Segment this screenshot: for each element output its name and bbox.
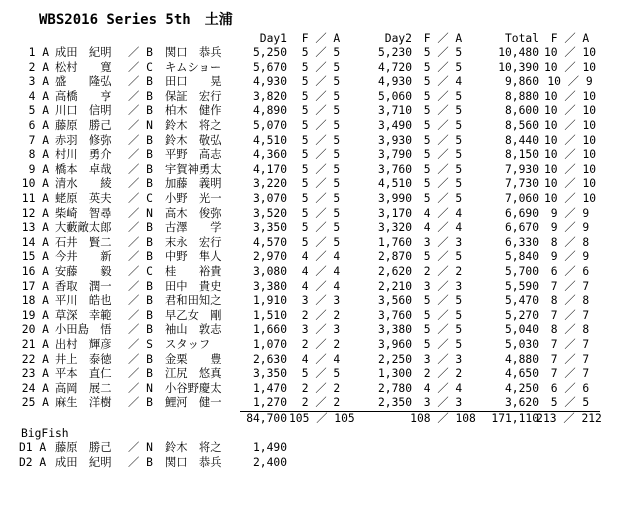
row-20-d2: 3,380 [377,323,412,337]
total-day1: 84,700 [246,412,287,425]
row-24-div: ／ N [128,381,153,395]
row-16-p1: 安藤 毅 [55,265,112,278]
row-24-tot: 4,250 [504,381,539,395]
row-1-d1: 5,250 [252,46,287,59]
row-9-fa3: 10 ／ 10 [543,162,597,176]
row-9-d2: 3,760 [377,162,412,176]
row-18-fa1: 3 ／ 3 [301,294,341,308]
row-20-tot: 5,040 [504,323,539,337]
row-3-fa3: 10 ／ 9 [547,75,593,89]
bigfish-2-weight: 2,400 [252,455,287,469]
row-25-d2: 2,350 [377,396,412,410]
row-14-d1: 4,570 [252,235,287,249]
row-8-d1: 4,360 [252,148,287,162]
row-10-d2: 4,510 [377,177,412,191]
row-8-p2: 平野 高志 [165,148,222,162]
row-13-d2: 3,320 [377,221,412,235]
row-4-tot: 8,880 [504,89,539,103]
row-5-tot: 8,600 [504,104,539,118]
row-11-p1: 蛯原 英夫 [55,192,112,205]
row-9-no: 9 A [28,162,49,176]
row-13-div: ／ B [128,221,153,235]
row-14-p2: 末永 宏行 [165,235,222,249]
row-25-div: ／ B [128,396,153,410]
total-fa2: 108 ／ 108 [410,412,476,425]
row-22-tot: 4,880 [504,352,539,366]
row-17-p1: 香取 潤一 [55,279,112,293]
row-22-fa3: 7 ／ 7 [550,352,590,366]
row-9-div: ／ B [128,162,153,176]
row-22-d2: 2,250 [377,352,412,366]
row-1-p1: 成田 紀明 [55,46,112,59]
row-5-d1: 4,890 [252,104,287,118]
row-8-no: 8 A [28,148,49,162]
row-21-fa2: 5 ／ 5 [423,338,463,351]
row-19-fa1: 2 ／ 2 [301,308,341,322]
row-20-fa2: 5 ／ 5 [423,323,463,337]
row-11-div: ／ C [128,192,153,205]
row-14-no: 14 A [21,235,49,249]
row-23-p2: 江尻 悠真 [165,367,222,381]
row-20-p1: 小田島 悟 [55,323,112,337]
row-10-fa1: 5 ／ 5 [301,177,341,191]
bigfish-2-p1: 成田 紀明 [55,455,112,469]
row-10-fa2: 5 ／ 5 [423,177,463,191]
row-14-fa1: 5 ／ 5 [301,235,341,249]
row-18-p2: 君和田知之 [165,294,222,308]
row-25-tot: 3,620 [504,396,539,410]
row-2-no: 2 A [28,60,49,74]
total-weight: 171,110 [491,412,539,425]
row-11-fa3: 10 ／ 10 [543,192,597,205]
row-21-tot: 5,030 [504,338,539,351]
row-22-fa2: 3 ／ 3 [423,352,463,366]
row-16-fa3: 6 ／ 6 [550,265,590,278]
row-15-div: ／ B [128,250,153,264]
row-21-fa3: 7 ／ 7 [550,338,590,351]
row-22-fa1: 4 ／ 4 [301,352,341,366]
row-5-p2: 柏木 健作 [165,104,222,118]
row-18-p1: 平川 皓也 [55,294,112,308]
row-12-fa2: 4 ／ 4 [423,206,463,220]
bigfish-1-p1: 藤原 勝己 [55,441,112,455]
row-25-fa3: 5 ／ 5 [550,396,590,410]
row-3-tot: 9,860 [504,75,539,89]
row-15-fa1: 4 ／ 4 [301,250,341,264]
row-12-tot: 6,690 [504,206,539,220]
row-5-fa2: 5 ／ 5 [423,104,463,118]
row-6-p1: 藤原 勝己 [55,119,112,132]
row-4-fa3: 10 ／ 10 [543,89,597,103]
row-3-p1: 盛 隆弘 [55,75,112,89]
row-15-tot: 5,840 [504,250,539,264]
row-1-p2: 関口 恭兵 [165,46,222,59]
row-1-no: 1 A [28,46,49,59]
row-17-fa2: 3 ／ 3 [423,279,463,293]
row-12-p2: 高木 俊弥 [165,206,222,220]
row-2-d2: 4,720 [377,60,412,74]
row-17-d2: 2,210 [377,279,412,293]
row-18-div: ／ B [128,294,153,308]
row-13-fa1: 5 ／ 5 [301,221,341,235]
row-7-fa2: 5 ／ 5 [423,133,463,147]
row-8-fa3: 10 ／ 10 [543,148,597,162]
row-6-fa2: 5 ／ 5 [423,119,463,132]
row-15-p2: 中野 隼人 [165,250,222,264]
row-1-fa1: 5 ／ 5 [301,46,341,59]
row-20-p2: 袖山 敦志 [165,323,222,337]
row-12-fa3: 9 ／ 9 [550,206,590,220]
row-10-no: 10 A [21,177,49,191]
row-2-tot: 10,390 [498,60,539,74]
row-15-fa3: 9 ／ 9 [550,250,590,264]
row-15-fa2: 5 ／ 5 [423,250,463,264]
row-2-fa3: 10 ／ 10 [543,60,597,74]
row-1-tot: 10,480 [498,46,539,59]
row-12-div: ／ N [128,206,153,220]
row-13-d1: 3,350 [252,221,287,235]
row-24-d2: 2,780 [377,381,412,395]
row-20-no: 20 A [21,323,49,337]
row-19-p2: 早乙女 剛 [165,308,222,322]
row-7-div: ／ B [128,133,153,147]
row-9-tot: 7,930 [504,162,539,176]
row-19-d1: 1,510 [252,308,287,322]
row-12-d2: 3,170 [377,206,412,220]
row-20-fa1: 3 ／ 3 [301,323,341,337]
row-9-p1: 橋本 卓哉 [55,162,112,176]
row-15-no: 15 A [21,250,49,264]
row-12-p1: 柴崎 智尋 [55,206,112,220]
row-13-p1: 大藪敵太郎 [55,221,112,235]
row-18-tot: 5,470 [504,294,539,308]
row-23-tot: 4,650 [504,367,539,381]
row-21-d1: 1,070 [252,338,287,351]
row-2-fa2: 5 ／ 5 [423,60,463,74]
row-14-fa2: 3 ／ 3 [423,235,463,249]
row-22-no: 22 A [21,352,49,366]
row-23-fa1: 5 ／ 5 [301,367,341,381]
row-24-no: 24 A [21,381,49,395]
total-fa1: 105 ／ 105 [289,412,355,425]
row-25-d1: 1,270 [252,396,287,410]
column-header-total: Total [504,32,539,45]
row-18-fa3: 8 ／ 8 [550,294,590,308]
row-11-fa2: 5 ／ 5 [423,192,463,205]
row-7-d2: 3,930 [377,133,412,147]
row-16-d1: 3,080 [252,265,287,278]
row-1-div: ／ B [128,46,153,59]
row-5-p1: 川口 信明 [55,104,112,118]
row-24-d1: 1,470 [252,381,287,395]
row-1-fa2: 5 ／ 5 [423,46,463,59]
row-14-tot: 6,330 [504,235,539,249]
row-22-d1: 2,630 [252,352,287,366]
row-17-div: ／ B [128,279,153,293]
row-23-no: 23 A [21,367,49,381]
row-10-tot: 7,730 [504,177,539,191]
row-7-no: 7 A [28,133,49,147]
row-16-tot: 5,700 [504,265,539,278]
row-13-p2: 古澤 学 [165,221,222,235]
row-10-p1: 清水 綾 [55,177,112,191]
row-16-div: ／ C [128,265,153,278]
row-2-p2: キムショー [165,60,222,74]
row-21-p1: 出村 輝彦 [55,338,112,351]
row-11-d2: 3,990 [377,192,412,205]
row-6-fa1: 5 ／ 5 [301,119,341,132]
row-13-no: 13 A [21,221,49,235]
row-15-p1: 今井 新 [55,250,112,264]
row-21-no: 21 A [21,338,49,351]
row-3-fa1: 5 ／ 5 [301,75,341,89]
row-15-d1: 2,970 [252,250,287,264]
row-11-tot: 7,060 [504,192,539,205]
row-8-p1: 村川 勇介 [55,148,112,162]
column-header-fa2: F ／ A [423,32,463,45]
row-16-d2: 2,620 [377,265,412,278]
row-1-fa3: 10 ／ 10 [543,46,597,59]
row-11-fa1: 5 ／ 5 [301,192,341,205]
row-14-fa3: 8 ／ 8 [550,235,590,249]
row-15-d2: 2,870 [377,250,412,264]
row-21-fa1: 2 ／ 2 [301,338,341,351]
row-17-no: 17 A [21,279,49,293]
row-16-fa1: 4 ／ 4 [301,265,341,278]
row-13-tot: 6,670 [504,221,539,235]
row-5-no: 5 A [28,104,49,118]
row-17-fa3: 7 ／ 7 [550,279,590,293]
row-22-p2: 金栗 豊 [165,352,222,366]
bigfish-2-p2: 関口 恭兵 [165,455,222,469]
row-10-div: ／ B [128,177,153,191]
row-4-div: ／ B [128,89,153,103]
column-header-day1: Day1 [259,32,287,45]
row-11-d1: 3,070 [252,192,287,205]
row-25-fa1: 2 ／ 2 [301,396,341,410]
row-23-div: ／ B [128,367,153,381]
row-19-tot: 5,270 [504,308,539,322]
row-8-tot: 8,150 [504,148,539,162]
row-16-p2: 桂 裕貴 [165,265,222,278]
row-7-p2: 鈴木 敬弘 [165,133,222,147]
row-21-div: ／ S [128,338,153,351]
row-10-fa3: 10 ／ 10 [543,177,597,191]
row-6-p2: 鈴木 将之 [165,119,222,132]
row-19-d2: 3,760 [377,308,412,322]
bigfish-1-no: D1 A [19,441,47,455]
row-6-fa3: 10 ／ 10 [543,119,597,132]
row-7-fa1: 5 ／ 5 [301,133,341,147]
row-4-fa1: 5 ／ 5 [301,89,341,103]
row-19-fa2: 5 ／ 5 [423,308,463,322]
row-22-p1: 井上 泰徳 [55,352,112,366]
row-10-d1: 3,220 [252,177,287,191]
row-11-no: 11 A [21,192,49,205]
row-25-p1: 麻生 洋樹 [55,396,112,410]
row-5-fa3: 10 ／ 10 [543,104,597,118]
row-16-no: 16 A [21,265,49,278]
row-4-d2: 5,060 [377,89,412,103]
row-17-d1: 3,380 [252,279,287,293]
row-21-p2: スタッフ [165,338,211,351]
row-20-d1: 1,660 [252,323,287,337]
row-24-fa2: 4 ／ 4 [423,381,463,395]
row-3-d1: 4,930 [252,75,287,89]
row-7-d1: 4,510 [252,133,287,147]
row-12-d1: 3,520 [252,206,287,220]
row-23-d1: 3,350 [252,367,287,381]
row-11-p2: 小野 光一 [165,192,222,205]
row-12-fa1: 5 ／ 5 [301,206,341,220]
row-3-div: ／ B [128,75,153,89]
row-8-d2: 3,790 [377,148,412,162]
row-20-div: ／ B [128,323,153,337]
row-20-fa3: 8 ／ 8 [550,323,590,337]
row-14-p1: 石井 賢二 [55,235,112,249]
row-8-fa1: 5 ／ 5 [301,148,341,162]
row-4-fa2: 5 ／ 5 [423,89,463,103]
row-2-div: ／ C [128,60,153,74]
row-9-p2: 宇賀神勇太 [165,162,222,176]
row-9-fa2: 5 ／ 5 [423,162,463,176]
row-14-d2: 1,760 [377,235,412,249]
bigfish-1-p2: 鈴木 将之 [165,441,222,455]
row-6-d1: 5,070 [252,119,287,132]
row-25-p2: 鯉河 健一 [165,396,222,410]
row-8-fa2: 5 ／ 5 [423,148,463,162]
column-header-day2: Day2 [384,32,412,45]
bigfish-1-div: ／ N [128,441,153,455]
row-22-div: ／ B [128,352,153,366]
row-5-fa1: 5 ／ 5 [301,104,341,118]
row-5-d2: 3,710 [377,104,412,118]
row-25-fa2: 3 ／ 3 [423,396,463,410]
row-10-p2: 加藤 義明 [165,177,222,191]
row-21-d2: 3,960 [377,338,412,351]
row-4-no: 4 A [28,89,49,103]
row-16-fa2: 2 ／ 2 [423,265,463,278]
row-18-d2: 3,560 [377,294,412,308]
row-2-p1: 松村 寛 [55,60,112,74]
row-7-fa3: 10 ／ 10 [543,133,597,147]
row-24-p2: 小谷野慶太 [165,381,222,395]
row-23-fa3: 7 ／ 7 [550,367,590,381]
bigfish-label: BigFish [21,426,69,440]
row-9-fa1: 5 ／ 5 [301,162,341,176]
row-17-tot: 5,590 [504,279,539,293]
row-17-p2: 田中 貴史 [165,279,222,293]
column-header-fa3: F ／ A [550,32,590,45]
page-title: WBS2016 Series 5th 土浦 [39,12,233,28]
row-4-p1: 高橋 亨 [55,89,112,103]
row-18-d1: 1,910 [252,294,287,308]
row-8-div: ／ B [128,148,153,162]
row-4-p2: 保証 宏行 [165,89,222,103]
row-12-no: 12 A [21,206,49,220]
row-7-tot: 8,440 [504,133,539,147]
row-19-fa3: 7 ／ 7 [550,308,590,322]
row-1-d2: 5,230 [377,46,412,59]
row-19-p1: 草深 幸範 [55,308,112,322]
row-19-no: 19 A [21,308,49,322]
total-fa3: 213 ／ 212 [536,412,602,425]
row-19-div: ／ B [128,308,153,322]
row-6-d2: 3,490 [377,119,412,132]
row-3-fa2: 5 ／ 4 [423,75,463,89]
row-17-fa1: 4 ／ 4 [301,279,341,293]
row-24-fa1: 2 ／ 2 [301,381,341,395]
column-header-fa1: F ／ A [301,32,341,45]
row-5-div: ／ B [128,104,153,118]
row-23-d2: 1,300 [377,367,412,381]
bigfish-1-weight: 1,490 [252,441,287,455]
row-13-fa3: 9 ／ 9 [550,221,590,235]
row-14-div: ／ B [128,235,153,249]
row-3-no: 3 A [28,75,49,89]
row-18-fa2: 5 ／ 5 [423,294,463,308]
row-6-div: ／ N [128,119,153,132]
row-25-no: 25 A [21,396,49,410]
row-2-fa1: 5 ／ 5 [301,60,341,74]
row-3-p2: 田口 晃 [165,75,222,89]
row-6-no: 6 A [28,119,49,132]
row-7-p1: 赤羽 修弥 [55,133,112,147]
row-23-p1: 平本 直仁 [55,367,112,381]
bigfish-2-div: ／ B [128,455,153,469]
row-6-tot: 8,560 [504,119,539,132]
bigfish-2-no: D2 A [19,455,47,469]
row-23-fa2: 2 ／ 2 [423,367,463,381]
row-18-no: 18 A [21,294,49,308]
row-9-d1: 4,170 [252,162,287,176]
row-24-p1: 高岡 展二 [55,381,112,395]
row-24-fa3: 6 ／ 6 [550,381,590,395]
row-3-d2: 4,930 [377,75,412,89]
row-2-d1: 5,670 [252,60,287,74]
row-4-d1: 3,820 [252,89,287,103]
row-13-fa2: 4 ／ 4 [423,221,463,235]
